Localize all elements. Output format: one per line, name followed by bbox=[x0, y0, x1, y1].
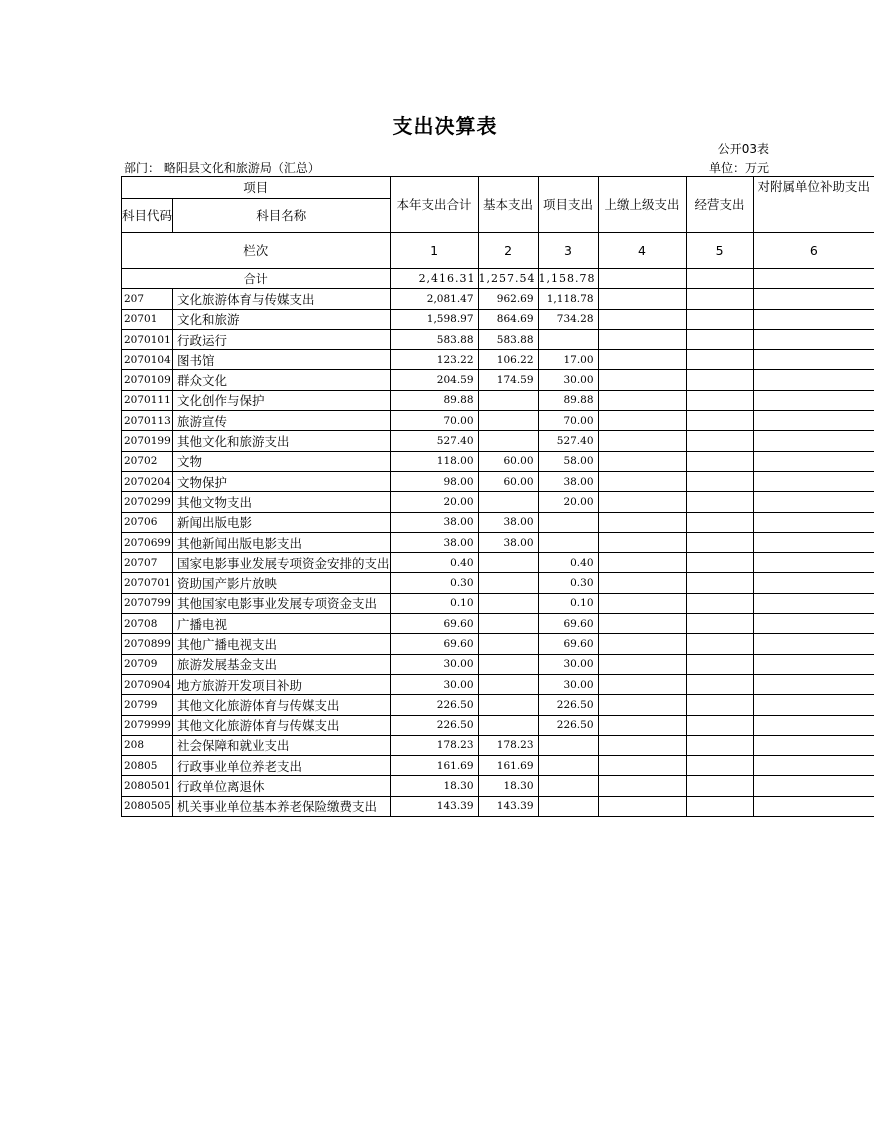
cell-project: 17.00 bbox=[538, 350, 598, 370]
cell-code: 2070111 bbox=[122, 390, 173, 410]
cell-empty bbox=[686, 492, 753, 512]
cell-empty bbox=[598, 715, 686, 735]
cell-project: 30.00 bbox=[538, 674, 598, 694]
cell-empty bbox=[753, 593, 874, 613]
cell-empty bbox=[686, 796, 753, 816]
cell-total: 89.88 bbox=[390, 390, 478, 410]
total-cell-total: 2,416.31 bbox=[390, 269, 478, 289]
cell-total: 118.00 bbox=[390, 451, 478, 471]
cell-basic bbox=[478, 573, 538, 593]
cell-project: 69.60 bbox=[538, 614, 598, 634]
cell-name: 其他文化和旅游支出 bbox=[173, 431, 391, 451]
cell-empty bbox=[598, 553, 686, 573]
cell-code: 208 bbox=[122, 735, 173, 755]
cell-code: 2070104 bbox=[122, 350, 173, 370]
cell-code: 20701 bbox=[122, 309, 173, 329]
cell-basic bbox=[478, 695, 538, 715]
cell-basic: 143.39 bbox=[478, 796, 538, 816]
cell-empty bbox=[753, 614, 874, 634]
cell-basic: 864.69 bbox=[478, 309, 538, 329]
cell-project: 69.60 bbox=[538, 634, 598, 654]
cell-empty bbox=[686, 390, 753, 410]
cell-empty bbox=[598, 451, 686, 471]
cell-empty bbox=[753, 471, 874, 491]
cell-code: 207 bbox=[122, 289, 173, 309]
header-col2: 基本支出 bbox=[478, 177, 538, 233]
cell-empty bbox=[686, 431, 753, 451]
cell-empty bbox=[753, 573, 874, 593]
cell-project: 0.30 bbox=[538, 573, 598, 593]
cell-empty bbox=[753, 492, 874, 512]
table-row bbox=[122, 715, 875, 735]
cell-name: 其他国家电影事业发展专项资金支出 bbox=[173, 593, 391, 613]
cell-empty bbox=[598, 431, 686, 451]
cell-empty bbox=[598, 309, 686, 329]
cell-empty bbox=[753, 674, 874, 694]
cell-basic: 106.22 bbox=[478, 350, 538, 370]
cell-empty bbox=[598, 634, 686, 654]
cell-name: 新闻出版电影 bbox=[173, 512, 391, 532]
cell-empty bbox=[686, 654, 753, 674]
table-row bbox=[122, 390, 875, 410]
cell-empty bbox=[686, 350, 753, 370]
table-row bbox=[122, 756, 875, 776]
cell-total: 38.00 bbox=[390, 532, 478, 552]
cell-empty bbox=[598, 695, 686, 715]
cell-total: 69.60 bbox=[390, 634, 478, 654]
cell-code: 2070113 bbox=[122, 411, 173, 431]
table-row bbox=[122, 289, 875, 309]
expenditure-table bbox=[121, 176, 874, 817]
cell-name: 图书馆 bbox=[173, 350, 391, 370]
unit-label: 单位：万元 bbox=[708, 161, 769, 175]
cell-total: 38.00 bbox=[390, 512, 478, 532]
cell-name: 旅游宣传 bbox=[173, 411, 391, 431]
table-row bbox=[122, 411, 875, 431]
cell-total: 143.39 bbox=[390, 796, 478, 816]
cell-name: 其他广播电视支出 bbox=[173, 634, 391, 654]
cell-total: 20.00 bbox=[390, 492, 478, 512]
cell-total: 178.23 bbox=[390, 735, 478, 755]
cell-project: 0.10 bbox=[538, 593, 598, 613]
cell-basic bbox=[478, 715, 538, 735]
cell-total: 69.60 bbox=[390, 614, 478, 634]
cell-name: 文物 bbox=[173, 451, 391, 471]
cell-code: 20805 bbox=[122, 756, 173, 776]
cell-empty bbox=[753, 654, 874, 674]
table-row bbox=[122, 471, 875, 491]
cell-empty bbox=[598, 593, 686, 613]
cell-empty bbox=[598, 735, 686, 755]
header-col1: 本年支出合计 bbox=[390, 177, 478, 233]
cell-project: 58.00 bbox=[538, 451, 598, 471]
cell-empty bbox=[686, 715, 753, 735]
cell-project bbox=[538, 776, 598, 796]
cell-empty bbox=[753, 390, 874, 410]
cell-name: 资助国产影片放映 bbox=[173, 573, 391, 593]
cell-empty bbox=[686, 411, 753, 431]
cell-empty bbox=[753, 634, 874, 654]
cell-project: 527.40 bbox=[538, 431, 598, 451]
cell-basic bbox=[478, 634, 538, 654]
table-row bbox=[122, 735, 875, 755]
cell-project: 734.28 bbox=[538, 309, 598, 329]
cell-empty bbox=[598, 492, 686, 512]
cell-basic bbox=[478, 431, 538, 451]
header-row-label: 栏次 bbox=[122, 233, 391, 269]
cell-code: 20702 bbox=[122, 451, 173, 471]
header-code: 科目代码 bbox=[122, 199, 173, 233]
cell-total: 527.40 bbox=[390, 431, 478, 451]
cell-project: 1,118.78 bbox=[538, 289, 598, 309]
table-row bbox=[122, 614, 875, 634]
cell-empty bbox=[686, 735, 753, 755]
cell-name: 社会保障和就业支出 bbox=[173, 735, 391, 755]
cell-empty bbox=[686, 776, 753, 796]
header-item: 项目 bbox=[122, 177, 391, 199]
header-n6: 6 bbox=[753, 233, 874, 269]
cell-total: 226.50 bbox=[390, 715, 478, 735]
department-label: 部门： 略阳县文化和旅游局（汇总） bbox=[124, 161, 320, 175]
table-row bbox=[122, 329, 875, 349]
header-col5: 经营支出 bbox=[686, 177, 753, 233]
table-row bbox=[122, 674, 875, 694]
cell-basic: 38.00 bbox=[478, 512, 538, 532]
table-row bbox=[122, 695, 875, 715]
cell-empty bbox=[598, 532, 686, 552]
cell-empty bbox=[598, 350, 686, 370]
table-row bbox=[122, 512, 875, 532]
cell-code: 20799 bbox=[122, 695, 173, 715]
cell-empty bbox=[753, 553, 874, 573]
cell-empty bbox=[753, 431, 874, 451]
cell-empty bbox=[598, 289, 686, 309]
cell-code: 20709 bbox=[122, 654, 173, 674]
cell-code: 20708 bbox=[122, 614, 173, 634]
cell-project: 226.50 bbox=[538, 695, 598, 715]
total-label: 合计 bbox=[122, 269, 391, 289]
cell-basic bbox=[478, 390, 538, 410]
cell-empty bbox=[686, 756, 753, 776]
cell-empty bbox=[686, 471, 753, 491]
cell-project: 20.00 bbox=[538, 492, 598, 512]
header-n2: 2 bbox=[478, 233, 538, 269]
cell-name: 其他文化旅游体育与传媒支出 bbox=[173, 715, 391, 735]
cell-name: 行政单位离退休 bbox=[173, 776, 391, 796]
cell-code: 2070299 bbox=[122, 492, 173, 512]
cell-name: 机关事业单位基本养老保险缴费支出 bbox=[173, 796, 391, 816]
cell-empty bbox=[686, 289, 753, 309]
cell-basic: 178.23 bbox=[478, 735, 538, 755]
cell-code: 2080501 bbox=[122, 776, 173, 796]
cell-basic bbox=[478, 674, 538, 694]
cell-total: 226.50 bbox=[390, 695, 478, 715]
cell-project: 30.00 bbox=[538, 370, 598, 390]
cell-empty bbox=[686, 451, 753, 471]
cell-code: 2070101 bbox=[122, 329, 173, 349]
cell-basic: 60.00 bbox=[478, 451, 538, 471]
cell-empty bbox=[753, 695, 874, 715]
cell-code: 2070109 bbox=[122, 370, 173, 390]
cell-basic bbox=[478, 614, 538, 634]
table-row bbox=[122, 796, 875, 816]
cell-code: 2070799 bbox=[122, 593, 173, 613]
cell-code: 2070204 bbox=[122, 471, 173, 491]
page-title: 支出决算表 bbox=[392, 114, 498, 138]
cell-empty bbox=[598, 654, 686, 674]
cell-total: 1,598.97 bbox=[390, 309, 478, 329]
cell-empty bbox=[753, 735, 874, 755]
cell-empty bbox=[686, 695, 753, 715]
cell-code: 20706 bbox=[122, 512, 173, 532]
cell-empty bbox=[598, 370, 686, 390]
cell-empty bbox=[598, 674, 686, 694]
cell-project bbox=[538, 329, 598, 349]
header-col3: 项目支出 bbox=[538, 177, 598, 233]
cell-empty bbox=[686, 573, 753, 593]
cell-empty bbox=[686, 593, 753, 613]
cell-empty bbox=[686, 634, 753, 654]
cell-empty bbox=[753, 451, 874, 471]
cell-empty bbox=[753, 370, 874, 390]
total-cell-project: 1,158.78 bbox=[538, 269, 598, 289]
header-n3: 3 bbox=[538, 233, 598, 269]
cell-total: 70.00 bbox=[390, 411, 478, 431]
cell-code: 2079999 bbox=[122, 715, 173, 735]
cell-basic: 962.69 bbox=[478, 289, 538, 309]
cell-total: 30.00 bbox=[390, 654, 478, 674]
table-row bbox=[122, 654, 875, 674]
cell-name: 广播电视 bbox=[173, 614, 391, 634]
cell-basic: 161.69 bbox=[478, 756, 538, 776]
cell-empty bbox=[686, 309, 753, 329]
cell-basic bbox=[478, 593, 538, 613]
cell-empty bbox=[753, 796, 874, 816]
cell-basic bbox=[478, 654, 538, 674]
cell-name: 行政运行 bbox=[173, 329, 391, 349]
cell-empty bbox=[753, 776, 874, 796]
cell-name: 其他文物支出 bbox=[173, 492, 391, 512]
cell-empty bbox=[753, 329, 874, 349]
table-row bbox=[122, 309, 875, 329]
cell-empty bbox=[686, 674, 753, 694]
cell-total: 0.30 bbox=[390, 573, 478, 593]
table-row bbox=[122, 553, 875, 573]
cell-empty bbox=[686, 329, 753, 349]
table-row bbox=[122, 451, 875, 471]
cell-empty bbox=[598, 776, 686, 796]
cell-empty bbox=[753, 512, 874, 532]
table-row bbox=[122, 593, 875, 613]
cell-empty bbox=[753, 715, 874, 735]
cell-empty bbox=[753, 756, 874, 776]
cell-project bbox=[538, 735, 598, 755]
cell-total: 161.69 bbox=[390, 756, 478, 776]
cell-name: 文化和旅游 bbox=[173, 309, 391, 329]
cell-empty bbox=[598, 614, 686, 634]
total-row bbox=[122, 269, 875, 289]
cell-empty bbox=[598, 411, 686, 431]
cell-total: 123.22 bbox=[390, 350, 478, 370]
table-row bbox=[122, 492, 875, 512]
cell-empty bbox=[686, 370, 753, 390]
cell-empty bbox=[686, 532, 753, 552]
cell-name: 国家电影事业发展专项资金安排的支出 bbox=[173, 553, 391, 573]
cell-project: 30.00 bbox=[538, 654, 598, 674]
header-n4: 4 bbox=[598, 233, 686, 269]
table-row bbox=[122, 634, 875, 654]
cell-total: 2,081.47 bbox=[390, 289, 478, 309]
cell-total: 0.10 bbox=[390, 593, 478, 613]
cell-code: 20707 bbox=[122, 553, 173, 573]
cell-empty bbox=[753, 350, 874, 370]
cell-code: 2070199 bbox=[122, 431, 173, 451]
cell-empty bbox=[598, 512, 686, 532]
cell-empty bbox=[598, 329, 686, 349]
header-col4: 上缴上级支出 bbox=[598, 177, 686, 233]
cell-basic: 583.88 bbox=[478, 329, 538, 349]
cell-basic: 174.59 bbox=[478, 370, 538, 390]
cell-basic: 18.30 bbox=[478, 776, 538, 796]
cell-total: 30.00 bbox=[390, 674, 478, 694]
cell-code: 2070701 bbox=[122, 573, 173, 593]
cell-project: 0.40 bbox=[538, 553, 598, 573]
cell-basic: 60.00 bbox=[478, 471, 538, 491]
table-row bbox=[122, 370, 875, 390]
cell-empty bbox=[753, 532, 874, 552]
cell-empty bbox=[753, 411, 874, 431]
form-number: 公开03表 bbox=[717, 142, 769, 156]
cell-name: 其他文化旅游体育与传媒支出 bbox=[173, 695, 391, 715]
cell-empty bbox=[753, 289, 874, 309]
header-col6: 对附属单位补助支出 bbox=[753, 177, 874, 233]
cell-name: 群众文化 bbox=[173, 370, 391, 390]
cell-project: 38.00 bbox=[538, 471, 598, 491]
cell-name: 文化创作与保护 bbox=[173, 390, 391, 410]
table-row bbox=[122, 776, 875, 796]
cell-empty bbox=[686, 512, 753, 532]
cell-empty bbox=[686, 614, 753, 634]
cell-basic bbox=[478, 492, 538, 512]
cell-empty bbox=[598, 471, 686, 491]
cell-empty bbox=[686, 553, 753, 573]
cell-project bbox=[538, 532, 598, 552]
cell-basic bbox=[478, 411, 538, 431]
cell-code: 2080505 bbox=[122, 796, 173, 816]
cell-empty bbox=[598, 573, 686, 593]
cell-name: 旅游发展基金支出 bbox=[173, 654, 391, 674]
cell-project bbox=[538, 756, 598, 776]
cell-name: 文化旅游体育与传媒支出 bbox=[173, 289, 391, 309]
table-row bbox=[122, 350, 875, 370]
cell-basic: 38.00 bbox=[478, 532, 538, 552]
cell-code: 2070899 bbox=[122, 634, 173, 654]
cell-total: 204.59 bbox=[390, 370, 478, 390]
cell-name: 文物保护 bbox=[173, 471, 391, 491]
cell-name: 地方旅游开发项目补助 bbox=[173, 674, 391, 694]
cell-name: 其他新闻出版电影支出 bbox=[173, 532, 391, 552]
table-row bbox=[122, 532, 875, 552]
header-name: 科目名称 bbox=[173, 199, 391, 233]
cell-name: 行政事业单位养老支出 bbox=[173, 756, 391, 776]
cell-empty bbox=[598, 390, 686, 410]
cell-total: 98.00 bbox=[390, 471, 478, 491]
cell-project: 226.50 bbox=[538, 715, 598, 735]
cell-empty bbox=[598, 796, 686, 816]
cell-project bbox=[538, 512, 598, 532]
cell-project: 70.00 bbox=[538, 411, 598, 431]
cell-project bbox=[538, 796, 598, 816]
cell-basic bbox=[478, 553, 538, 573]
total-cell-basic: 1,257.54 bbox=[478, 269, 538, 289]
header-n1: 1 bbox=[390, 233, 478, 269]
cell-total: 583.88 bbox=[390, 329, 478, 349]
cell-empty bbox=[753, 309, 874, 329]
cell-empty bbox=[598, 756, 686, 776]
cell-code: 2070904 bbox=[122, 674, 173, 694]
table-row bbox=[122, 431, 875, 451]
cell-code: 2070699 bbox=[122, 532, 173, 552]
cell-project: 89.88 bbox=[538, 390, 598, 410]
cell-total: 0.40 bbox=[390, 553, 478, 573]
table-row bbox=[122, 573, 875, 593]
cell-total: 18.30 bbox=[390, 776, 478, 796]
header-n5: 5 bbox=[686, 233, 753, 269]
